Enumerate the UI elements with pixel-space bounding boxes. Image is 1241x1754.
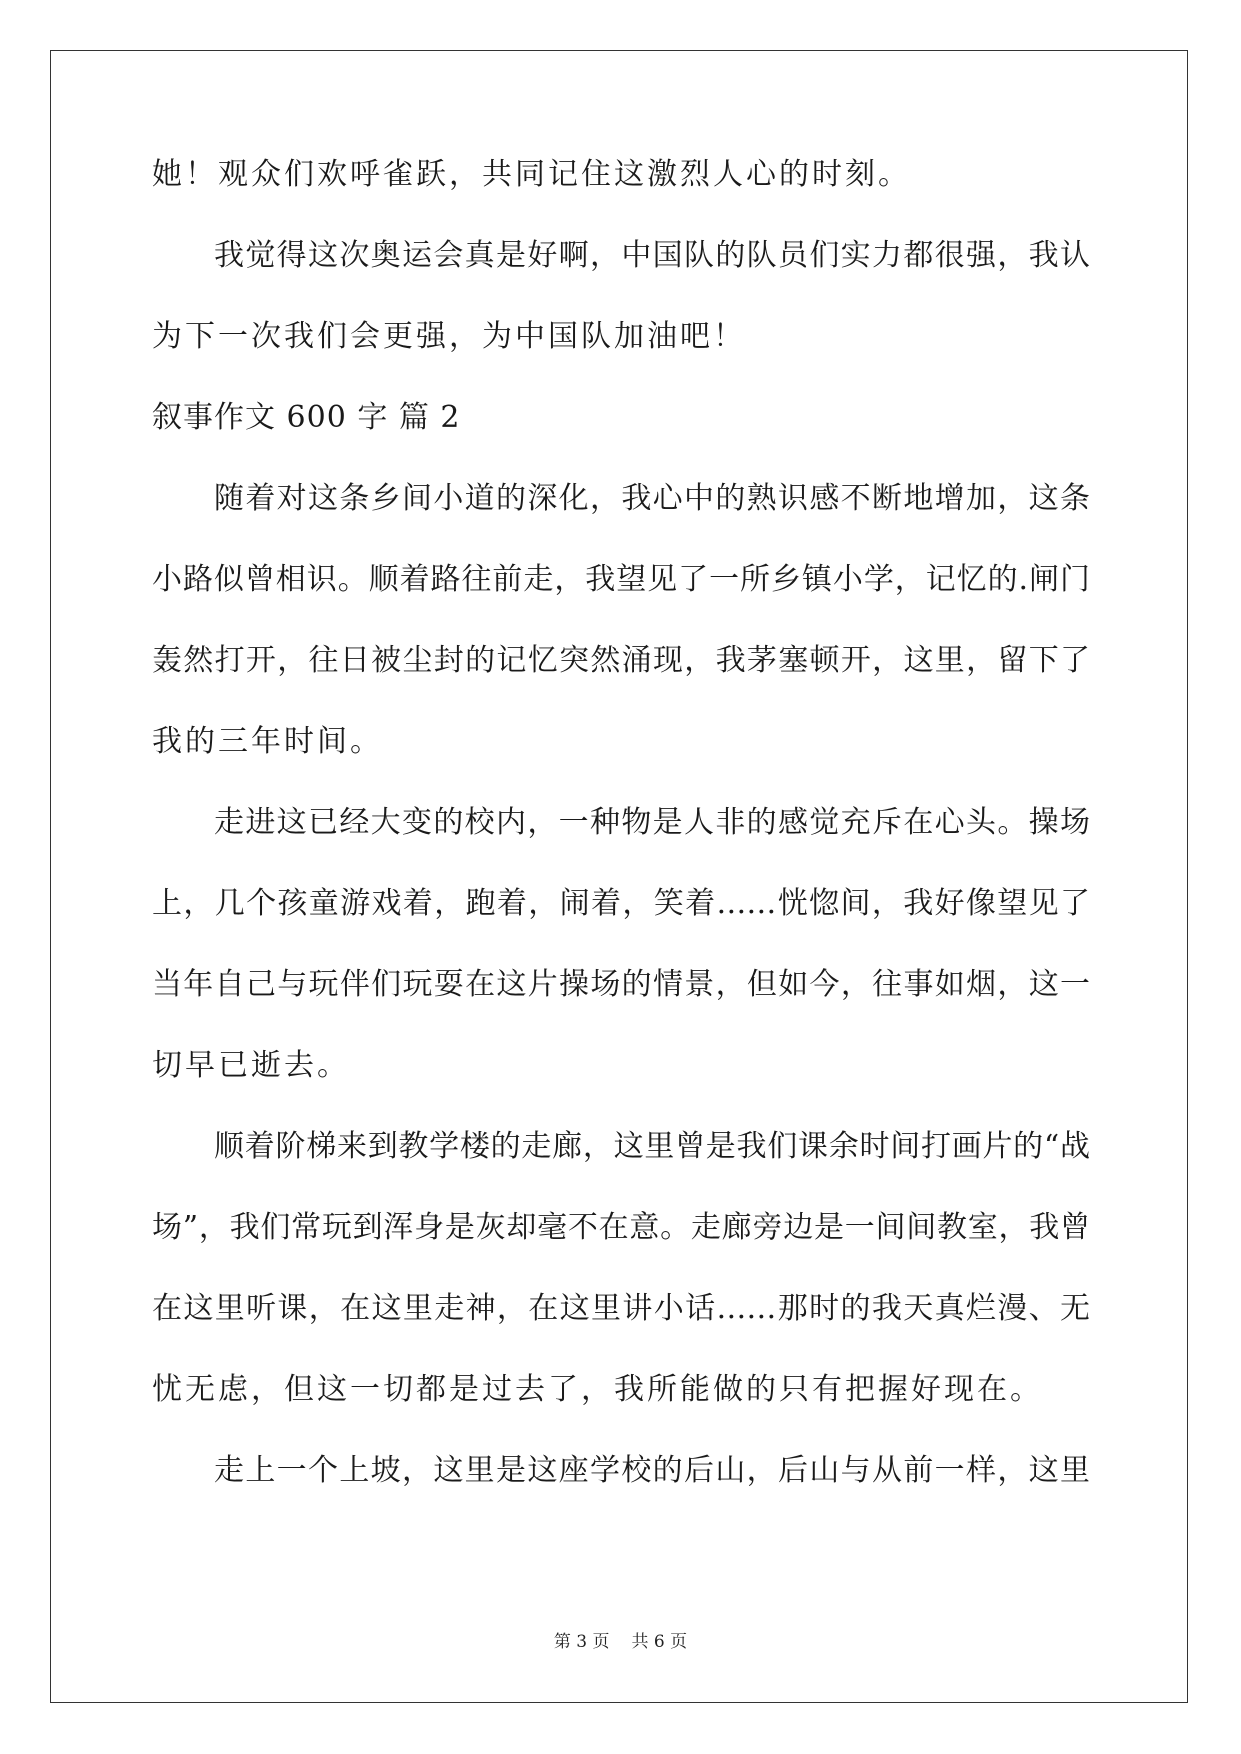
text-line: 上，几个孩童游戏着，跑着，闹着，笑着……恍惚间，我好像望见了 <box>152 886 1090 921</box>
page-footer <box>0 1627 1241 1652</box>
text-line: 当年自己与玩伴们玩耍在这片操场的情景，但如今，往事如烟，这一 <box>152 967 1090 1002</box>
text-line: 切早已逝去。 <box>152 1048 350 1083</box>
text-line: 忧无虑，但这一切都是过去了，我所能做的只有把握好现在。 <box>152 1372 1043 1407</box>
text-line: 场”，我们常玩到浑身是灰却毫不在意。走廊旁边是一间间教室，我曾 <box>152 1210 1090 1245</box>
text-line: 为下一次我们会更强，为中国队加油吧！ <box>152 319 746 354</box>
text-line: 走上一个上坡，这里是这座学校的后山，后山与从前一样，这里 <box>214 1453 1090 1488</box>
text-line: 走进这已经大变的校内，一种物是人非的感觉充斥在心头。操场 <box>214 805 1090 840</box>
text-line: 我觉得这次奥运会真是好啊，中国队的队员们实力都很强，我认 <box>214 238 1090 273</box>
document-body <box>152 157 1090 1537</box>
text-line: 轰然打开，往日被尘封的记忆突然涌现，我茅塞顿开，这里，留下了 <box>152 643 1090 678</box>
text-line: 随着对这条乡间小道的深化，我心中的熟识感不断地增加，这条 <box>214 481 1090 516</box>
text-line: 在这里听课，在这里走神，在这里讲小话……那时的我天真烂漫、无 <box>152 1291 1090 1326</box>
text-line: 小路似曾相识。顺着路往前走，我望见了一所乡镇小学，记忆的.闸门 <box>152 562 1090 597</box>
section-heading: 叙事作文 600 字 篇 2 <box>152 400 461 435</box>
text-line: 顺着阶梯来到教学楼的走廊，这里曾是我们课余时间打画片的“战 <box>214 1129 1090 1164</box>
text-line: 她！观众们欢呼雀跃，共同记住这激烈人心的时刻。 <box>152 157 911 192</box>
page-total: 共 6 页 <box>631 1632 688 1652</box>
page-number: 第 3 页 <box>553 1632 610 1652</box>
text-line: 我的三年时间。 <box>152 724 383 759</box>
